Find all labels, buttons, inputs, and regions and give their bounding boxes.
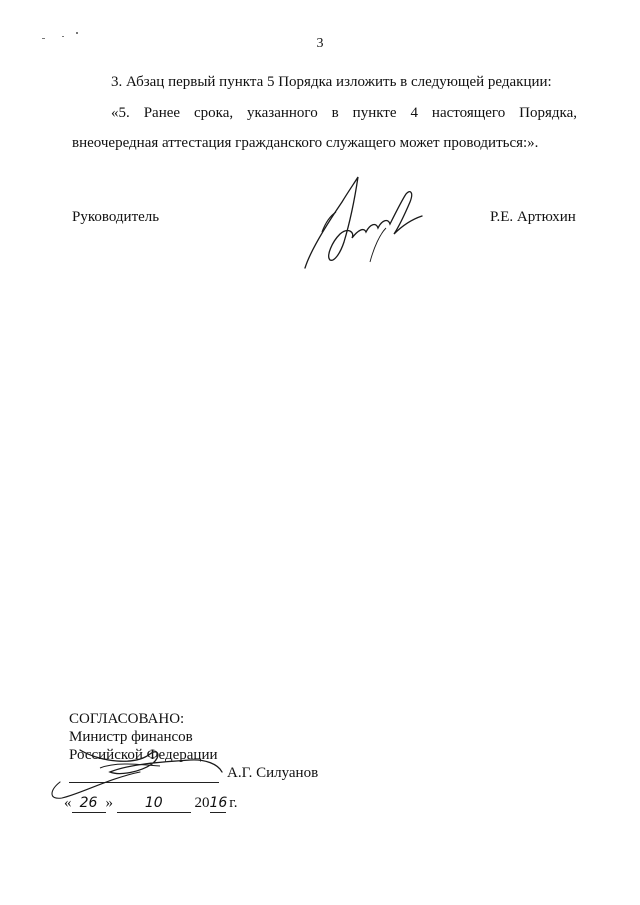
date-year-label: г. (229, 795, 238, 811)
page-number: 3 (316, 36, 324, 51)
handwritten-signature (300, 172, 430, 277)
approval-date (64, 794, 237, 813)
approval-line-1: Министр финансов (69, 729, 193, 745)
approval-name: А.Г. Силуанов (227, 765, 319, 781)
date-year-suffix: 16 (209, 795, 228, 811)
paragraph-2-line-1: «5. Ранее срока, указанного в пункте 4 настоящего Порядка, (111, 105, 577, 121)
paragraph-2-line-2: внеочередная аттестация гражданского служащего может проводиться:». (72, 135, 539, 151)
date-open-quote: « (64, 795, 72, 811)
paragraph-1: 3. Абзац первый пункта 5 Порядка изложить в следующей редакции: (111, 74, 552, 90)
date-month: 10 (117, 794, 191, 813)
date-day: 26 (72, 794, 106, 813)
scan-speck (76, 32, 78, 34)
date-year-prefix: 20 (194, 795, 210, 811)
scan-speck (42, 38, 45, 39)
approval-title: СОГЛАСОВАНО: (69, 711, 185, 727)
date-close-quote: » (105, 795, 113, 811)
scan-speck (62, 36, 64, 37)
signer-position: Руководитель (72, 209, 160, 225)
approval-line-2: Российской Федерации (69, 747, 218, 763)
signer-name: Р.Е. Артюхин (490, 209, 576, 225)
